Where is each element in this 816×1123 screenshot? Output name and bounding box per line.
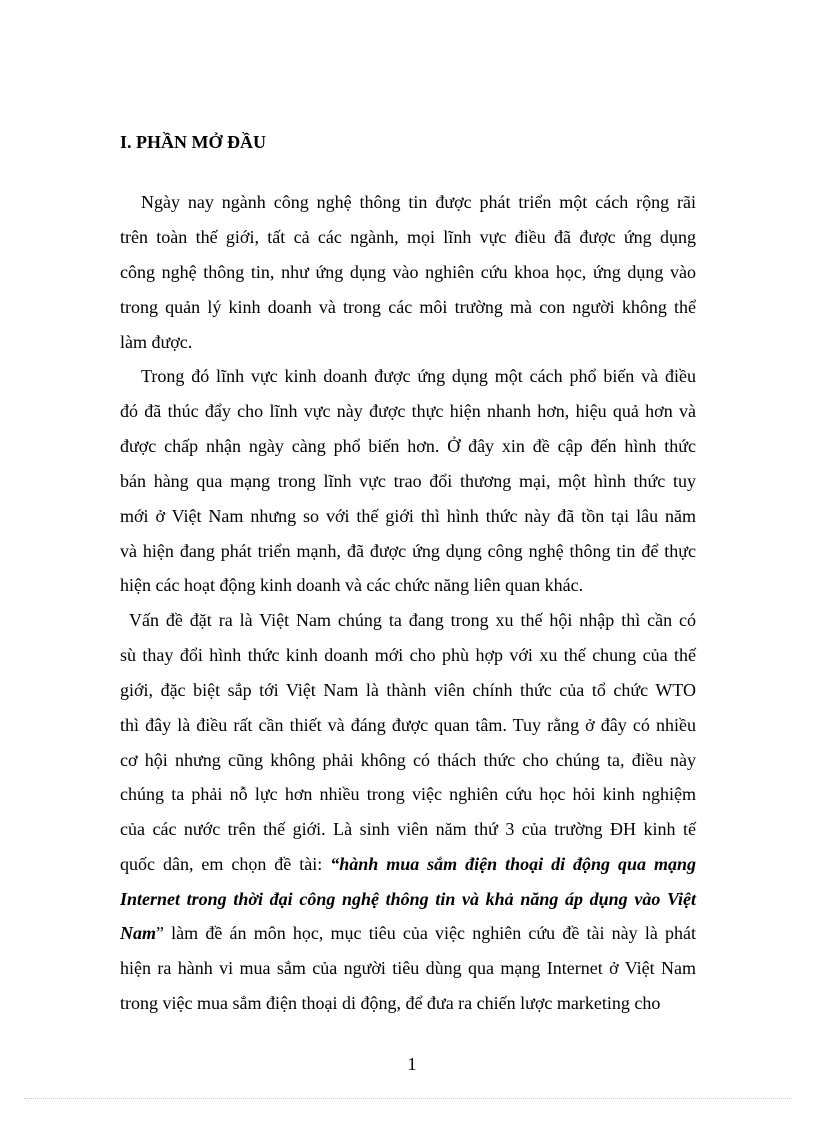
topic-title-part-3: Nam: [120, 923, 156, 943]
paragraph-3-line-10: [120, 921, 696, 945]
page-bottom-border: [24, 1098, 792, 1099]
paragraph-1-line-1: Ngày nay ngành công nghệ thông tin được phát triển một cách rộng rãi: [141, 192, 696, 212]
paragraph-3-line-1: Vấn đề đặt ra là Việt Nam chúng ta đang trong xu thế hội nhập thì cần có: [129, 610, 696, 630]
topic-title-part-2: Internet trong thời đại công nghệ thông tin và khả năng áp dụng vào Việt: [120, 889, 696, 909]
paragraph-1-line-2: trên toàn thế giới, tất cả các ngành, mọi lĩnh vực điều đã được ứng dụng: [120, 227, 696, 247]
paragraph-2-line-5: mới ở Việt Nam nhưng so với thế giới thì hình thức này đã tồn tại lâu năm: [120, 506, 696, 526]
line-10-text: ” làm đề án môn học, mục tiêu của việc nghiên cứu đề tài này là phát: [156, 923, 696, 943]
paragraph-3-line-5: cơ hội nhưng cũng không phải không có thách thức cho chúng ta, điều này: [120, 750, 696, 770]
paragraph-3-line-4: thì đây là điều rất cần thiết và đáng được quan tâm. Tuy rằng ở đây có nhiều: [120, 715, 696, 735]
paragraph-2-line-1: Trong đó lĩnh vực kinh doanh được ứng dụng một cách phổ biến và điều: [141, 366, 696, 386]
paragraph-2-line-4: bán hàng qua mạng trong lĩnh vực trao đổi thương mại, một hình thức tuy: [120, 471, 696, 491]
paragraph-2-line-7: hiện các hoạt động kinh doanh và các chức năng liên quan khác.: [120, 575, 584, 595]
paragraph-1-line-3: công nghệ thông tin, như ứng dụng vào nghiên cứu khoa học, ứng dụng vào: [120, 262, 696, 282]
paragraph-3-line-8: [120, 852, 696, 876]
paragraph-3-line-12: trong việc mua sắm điện thoại di động, để đưa ra chiến lược marketing cho: [120, 993, 661, 1013]
paragraph-3-line-2: sù thay đổi hình thức kinh doanh mới cho phù hợp với xu thế chung của thế: [120, 645, 696, 665]
paragraph-3-line-7: của các nước trên thế giới. Là sinh viên năm thứ 3 của trường ĐH kinh tế: [120, 819, 696, 839]
line-8-text: quốc dân, em chọn đề tài:: [120, 854, 331, 874]
paragraph-2-line-2: đó đã thúc đẩy cho lĩnh vực này được thực hiện nhanh hơn, hiệu quả hơn và: [120, 401, 696, 421]
paragraph-3-line-11: hiện ra hành vi mua sắm của người tiêu dùng qua mạng Internet ở Việt Nam: [120, 958, 696, 978]
topic-title-part-1: “hành mua sắm điện thoại di động qua mạng: [330, 854, 696, 874]
paragraph-2-line-6: và hiện đang phát triển mạnh, đã được ứng dụng công nghệ thông tin để thực: [120, 541, 696, 561]
paragraph-3-line-6: chúng ta phải nỗ lực hơn nhiều trong việc nghiên cứu học hỏi kinh nghiệm: [120, 784, 696, 804]
section-heading: I. PHẦN MỞ ĐẦU: [120, 132, 266, 152]
paragraph-1-line-4: trong quản lý kinh doanh và trong các môi trường mà con người không thể: [120, 297, 696, 317]
paragraph-2-line-3: được chấp nhận ngày càng phổ biến hơn. Ở đây xin đề cập đến hình thức: [120, 436, 696, 456]
paragraph-1-line-5: làm được.: [120, 332, 193, 352]
paragraph-3-line-3: giới, đặc biệt sắp tới Việt Nam là thành viên chính thức của tổ chức WTO: [120, 680, 696, 700]
page-number: 1: [407, 1054, 417, 1074]
